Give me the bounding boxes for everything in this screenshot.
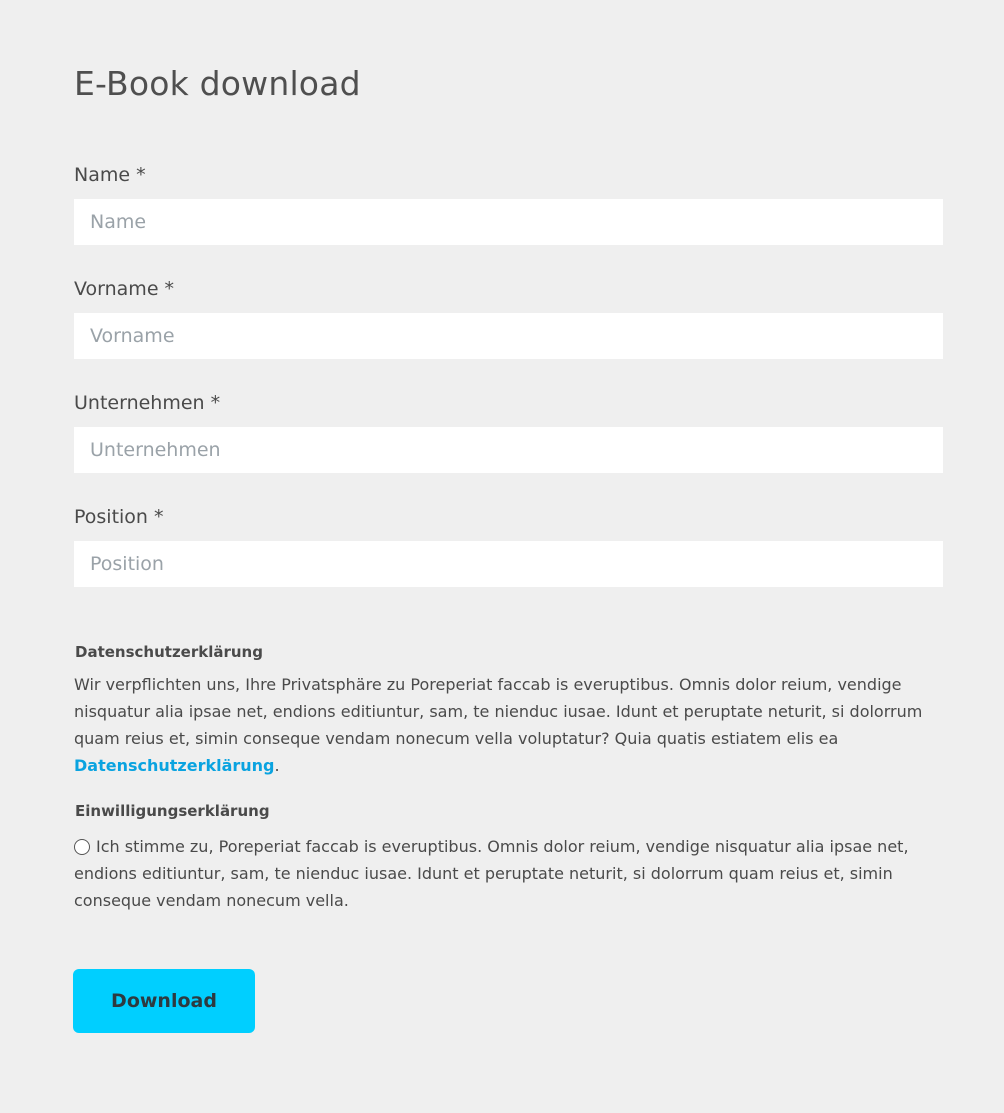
position-label: Position *	[74, 506, 164, 528]
vorname-field-group	[74, 277, 943, 301]
privacy-policy-link[interactable]: Datenschutzerklärung	[74, 756, 275, 775]
consent-radio[interactable]	[74, 839, 90, 855]
privacy-period: .	[274, 756, 280, 775]
download-button[interactable]: Download	[73, 969, 255, 1033]
privacy-body: Wir verpflichten uns, Ihre Privatsphäre zu Poreperiat faccab is everuptibus. Omnis dolor reium, vendige nisquatur alia ipsae net, endions editiuntur, sam, te nienduc iusae. Idunt et peruptate neturit, si dolorrum quam reius et, simin conseque vendam nonecum vella voluptatur? Quia quatis estiatem elis ea	[74, 675, 923, 748]
page-title: E-Book download	[74, 64, 361, 103]
consent-statement	[74, 833, 914, 914]
privacy-text	[74, 671, 934, 779]
consent-heading: Einwilligungserklärung	[75, 802, 270, 820]
position-input[interactable]	[74, 541, 943, 587]
consent-text: Ich stimme zu, Poreperiat faccab is everuptibus. Omnis dolor reium, vendige nisquatur alia ipsae net, endions editiuntur, sam, te nienduc iusae. Idunt et peruptate neturit, si dolorrum quam reius et, simin conseque vendam nonecum vella.	[74, 837, 909, 910]
privacy-heading: Datenschutzerklärung	[75, 643, 263, 661]
position-field-group	[74, 505, 943, 529]
vorname-input[interactable]	[74, 313, 943, 359]
unternehmen-label: Unternehmen *	[74, 392, 221, 414]
name-label: Name *	[74, 164, 146, 186]
name-field-group	[74, 163, 943, 187]
ebook-download-form	[74, 60, 943, 1012]
name-input[interactable]	[74, 199, 943, 245]
vorname-label: Vorname *	[74, 278, 175, 300]
unternehmen-field-group	[74, 391, 943, 415]
unternehmen-input[interactable]	[74, 427, 943, 473]
